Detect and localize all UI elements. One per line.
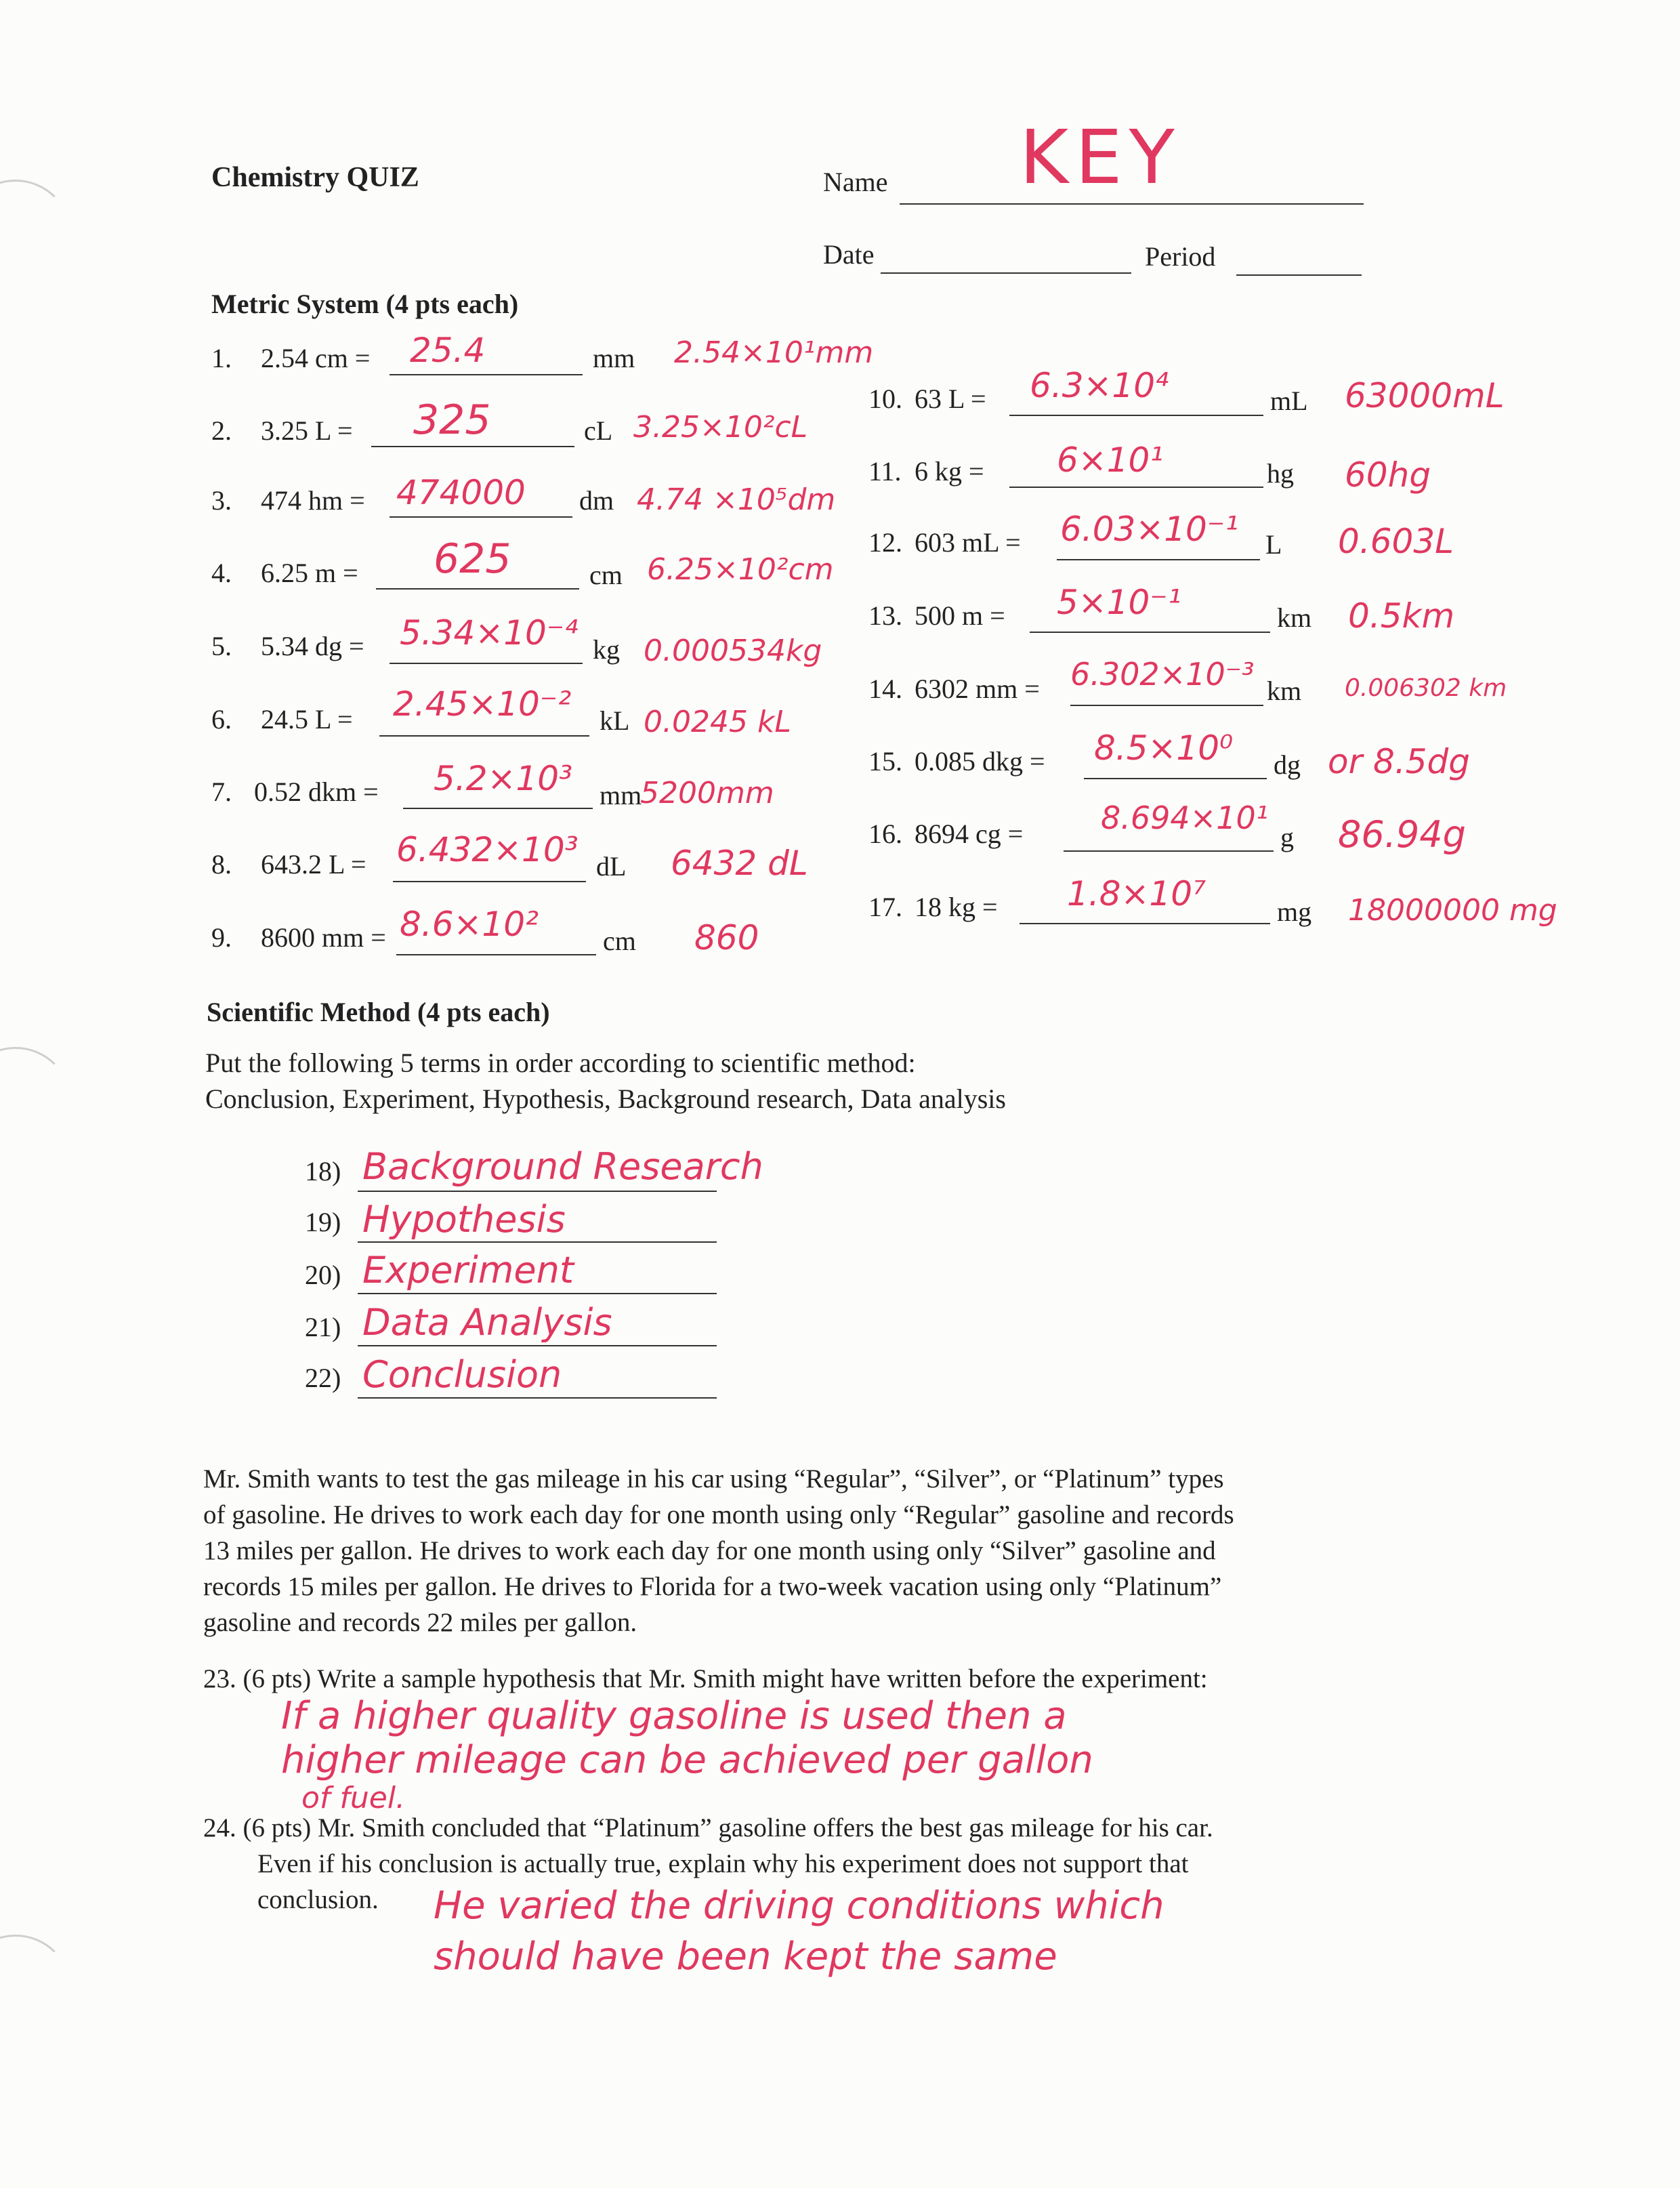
answer-unit: km bbox=[1267, 676, 1302, 706]
order-answer: Experiment bbox=[362, 1249, 574, 1292]
name-label: Name bbox=[823, 167, 888, 197]
question-number: 8. bbox=[211, 849, 232, 880]
question-prompt: 24.5 L = bbox=[261, 704, 353, 735]
answer-line bbox=[1064, 850, 1274, 852]
answer-line bbox=[390, 516, 572, 518]
scenario-line: 13 miles per gallon. He drives to work each day for one month using only “Silver” gasoline and bbox=[203, 1536, 1216, 1565]
question-number: 12. bbox=[868, 527, 902, 558]
answer-unit: kg bbox=[593, 634, 620, 665]
question-number: 10. bbox=[868, 384, 902, 414]
name-answer: KEY bbox=[1020, 114, 1181, 201]
question-prompt: 474 hm = bbox=[261, 485, 365, 516]
question-prompt: 18 kg = bbox=[915, 892, 998, 922]
answer-line bbox=[1020, 923, 1270, 924]
answer-note: 18000000 mg bbox=[1348, 893, 1557, 928]
answer-value: 2.45×10⁻² bbox=[393, 684, 572, 724]
answer-unit: mm bbox=[593, 343, 635, 373]
order-number: 22) bbox=[305, 1363, 341, 1393]
answer-note: 3.25×10²cL bbox=[633, 410, 808, 445]
q23-answer-line-1: If a higher quality gasoline is used then a bbox=[281, 1694, 1067, 1738]
order-number: 18) bbox=[305, 1156, 341, 1186]
q24-answer-line-2: should have been kept the same bbox=[434, 1935, 1057, 1979]
q24-answer-line-1: He varied the driving conditions which bbox=[434, 1884, 1164, 1928]
answer-line bbox=[1009, 487, 1263, 488]
question-prompt: 5.34 dg = bbox=[261, 631, 364, 661]
question-number: 7. bbox=[211, 777, 232, 807]
answer-note: 5200mm bbox=[640, 776, 774, 810]
answer-value: 5.2×10³ bbox=[434, 759, 573, 798]
order-answer: Data Analysis bbox=[362, 1301, 612, 1344]
question-number: 14. bbox=[868, 674, 902, 704]
scenario-line: Mr. Smith wants to test the gas mileage in his car using “Regular”, “Silver”, or “Platinum” types bbox=[203, 1464, 1224, 1493]
metric-heading: Metric System (4 pts each) bbox=[211, 289, 519, 319]
answer-value: 6.3×10⁴ bbox=[1030, 366, 1169, 405]
question-number: 16. bbox=[868, 819, 902, 849]
answer-line bbox=[1084, 778, 1267, 779]
scan-mark-top bbox=[0, 180, 72, 292]
answer-value: 325 bbox=[413, 396, 491, 444]
answer-unit: kL bbox=[600, 705, 630, 736]
answer-unit: mL bbox=[1270, 386, 1308, 416]
answer-unit: mm bbox=[600, 780, 642, 810]
question-prompt: 2.54 cm = bbox=[261, 343, 371, 373]
order-answer: Conclusion bbox=[362, 1353, 562, 1396]
q24-line-2: Even if his conclusion is actually true, explain why his experiment does not support that bbox=[257, 1849, 1189, 1878]
q23-prompt: 23. (6 pts) Write a sample hypothesis that Mr. Smith might have written before the experiment: bbox=[203, 1664, 1208, 1693]
sci-heading: Scientific Method (4 pts each) bbox=[207, 997, 550, 1027]
answer-note: 0.603L bbox=[1338, 522, 1454, 561]
question-prompt: 643.2 L = bbox=[261, 849, 366, 880]
answer-value: 5.34×10⁻⁴ bbox=[400, 613, 579, 653]
answer-value: 6.302×10⁻³ bbox=[1070, 656, 1255, 693]
order-number: 19) bbox=[305, 1207, 341, 1237]
scenario-line: records 15 miles per gallon. He drives to Florida for a two-week vacation using only “Platinum” bbox=[203, 1572, 1222, 1601]
question-prompt: 6 kg = bbox=[915, 456, 984, 487]
answer-value: 5×10⁻¹ bbox=[1057, 583, 1181, 622]
question-number: 9. bbox=[211, 922, 232, 953]
answer-note: 2.54×10¹mm bbox=[674, 335, 874, 370]
question-number: 4. bbox=[211, 558, 232, 588]
period-line bbox=[1236, 274, 1362, 276]
q23-answer-line-3: of fuel. bbox=[301, 1781, 406, 1815]
question-number: 6. bbox=[211, 704, 232, 735]
answer-unit: g bbox=[1280, 822, 1294, 852]
order-line bbox=[358, 1397, 717, 1399]
question-prompt: 500 m = bbox=[915, 600, 1005, 631]
answer-line bbox=[376, 588, 579, 590]
question-number: 17. bbox=[868, 892, 902, 922]
answer-note: 6.25×10²cm bbox=[647, 552, 834, 587]
scan-mark-bottom bbox=[0, 1935, 72, 2047]
answer-note: 60hg bbox=[1345, 455, 1431, 495]
answer-note: 0.006302 km bbox=[1345, 674, 1507, 702]
answer-value: 6×10¹ bbox=[1057, 440, 1164, 480]
question-number: 5. bbox=[211, 631, 232, 661]
answer-unit: L bbox=[1265, 529, 1282, 560]
question-prompt: 8694 cg = bbox=[915, 819, 1024, 849]
answer-unit: cm bbox=[603, 926, 636, 956]
answer-note: 6432 dL bbox=[671, 844, 808, 883]
answer-value: 6.03×10⁻¹ bbox=[1060, 510, 1239, 549]
question-prompt: 6302 mm = bbox=[915, 674, 1040, 704]
answer-line bbox=[371, 446, 574, 447]
answer-line bbox=[393, 881, 586, 882]
answer-note: 63000mL bbox=[1345, 376, 1505, 415]
answer-note: 0.5km bbox=[1348, 596, 1455, 636]
quiz-title: Chemistry QUIZ bbox=[211, 162, 419, 193]
answer-value: 8.5×10⁰ bbox=[1094, 728, 1234, 768]
question-prompt: 8600 mm = bbox=[261, 922, 386, 953]
answer-note: 0.000534kg bbox=[644, 634, 822, 668]
sci-instruction-1: Put the following 5 terms in order according to scientific method: bbox=[205, 1048, 916, 1078]
answer-line bbox=[1009, 415, 1263, 416]
answer-line bbox=[1057, 559, 1260, 560]
answer-line bbox=[390, 374, 583, 375]
answer-note: or 8.5dg bbox=[1328, 742, 1471, 781]
answer-value: 8.6×10² bbox=[400, 905, 539, 944]
q23-answer-line-2: higher mileage can be achieved per gallon bbox=[281, 1738, 1093, 1782]
answer-value: 474000 bbox=[396, 473, 526, 512]
answer-note: 0.0245 kL bbox=[644, 705, 791, 739]
answer-note: 4.74 ×10⁵dm bbox=[637, 482, 836, 517]
answer-value: 25.4 bbox=[410, 331, 486, 370]
scenario-line: gasoline and records 22 miles per gallon. bbox=[203, 1608, 637, 1637]
answer-note: 86.94g bbox=[1338, 813, 1466, 856]
sci-instruction-2: Conclusion, Experiment, Hypothesis, Background research, Data analysis bbox=[205, 1083, 1006, 1114]
answer-unit: cm bbox=[589, 560, 623, 590]
answer-value: 625 bbox=[434, 535, 511, 583]
question-prompt: 6.25 m = bbox=[261, 558, 358, 588]
date-label: Date bbox=[823, 239, 875, 270]
answer-unit: dL bbox=[596, 851, 627, 882]
question-number: 13. bbox=[868, 600, 902, 631]
answer-value: 6.432×10³ bbox=[396, 830, 579, 869]
question-prompt: 0.085 dkg = bbox=[915, 746, 1045, 777]
order-line bbox=[358, 1345, 717, 1346]
answer-value: 1.8×10⁷ bbox=[1067, 874, 1206, 913]
answer-unit: mg bbox=[1277, 896, 1312, 927]
answer-unit: cL bbox=[584, 415, 613, 446]
answer-line bbox=[1070, 705, 1263, 706]
answer-line bbox=[379, 735, 589, 737]
q24-line-3: conclusion. bbox=[257, 1885, 379, 1914]
question-prompt: 3.25 L = bbox=[261, 415, 353, 446]
order-line bbox=[358, 1293, 717, 1294]
order-line bbox=[358, 1191, 717, 1192]
answer-line bbox=[390, 663, 583, 664]
question-number: 3. bbox=[211, 485, 232, 516]
answer-line bbox=[403, 808, 593, 809]
order-answer: Background Research bbox=[362, 1145, 763, 1188]
question-number: 15. bbox=[868, 746, 902, 777]
answer-line bbox=[396, 954, 596, 955]
answer-line bbox=[1030, 632, 1270, 633]
date-line bbox=[881, 272, 1131, 274]
order-number: 21) bbox=[305, 1312, 341, 1342]
answer-unit: km bbox=[1277, 602, 1312, 633]
scenario-line: of gasoline. He drives to work each day for one month using only “Regular” gasoline and records bbox=[203, 1500, 1234, 1529]
question-number: 11. bbox=[868, 456, 902, 487]
answer-unit: dm bbox=[579, 485, 614, 516]
question-prompt: 0.52 dkm = bbox=[254, 777, 379, 807]
question-number: 2. bbox=[211, 415, 232, 446]
answer-value: 8.694×10¹ bbox=[1101, 800, 1269, 836]
question-prompt: 603 mL = bbox=[915, 527, 1021, 558]
order-line bbox=[358, 1241, 717, 1243]
question-number: 1. bbox=[211, 343, 232, 373]
question-prompt: 63 L = bbox=[915, 384, 986, 414]
answer-unit: hg bbox=[1267, 458, 1294, 489]
scan-mark-middle bbox=[0, 1047, 72, 1159]
order-number: 20) bbox=[305, 1260, 341, 1290]
period-label: Period bbox=[1145, 241, 1216, 272]
answer-unit: dg bbox=[1274, 749, 1301, 780]
order-answer: Hypothesis bbox=[362, 1198, 566, 1241]
answer-note: 860 bbox=[694, 918, 759, 957]
q24-line-1: 24. (6 pts) Mr. Smith concluded that “Platinum” gasoline offers the best gas mileage for his car. bbox=[203, 1813, 1213, 1842]
name-line bbox=[900, 203, 1364, 205]
